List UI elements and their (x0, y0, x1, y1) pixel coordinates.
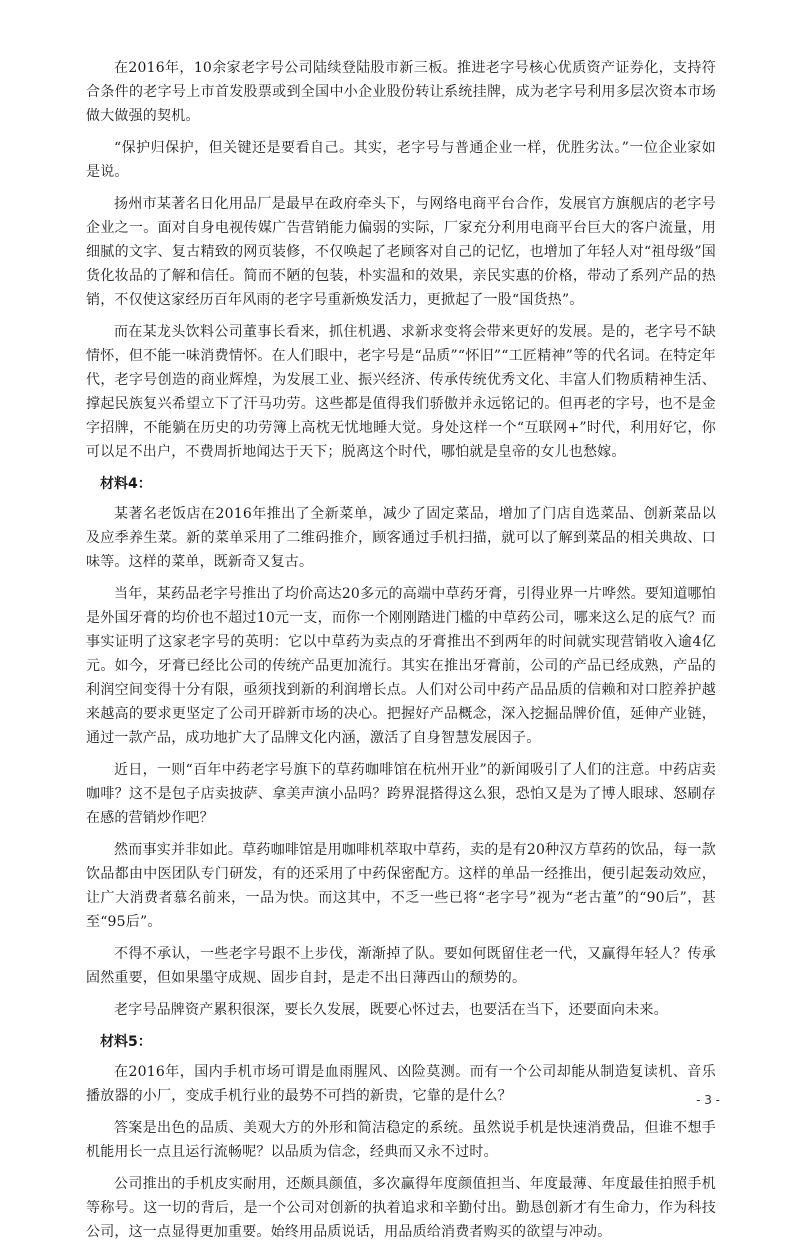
section-heading: 材料4： (100, 476, 152, 492)
paragraph: 老字号品牌资产累积很深，要长久发展，既要心怀过去，也要活在当下，还要面向未来。 (114, 1002, 668, 1018)
paragraph: 不得不承认，一些老字号跟不上步伐，渐渐掉了队。要如何既留住老一代，又赢得年轻人？传承固然重要，但如果墨守成规、固步自封，是走不出日薄西山的颓势的。 (86, 946, 716, 986)
paragraph: 答案是出色的品质、美观大方的外形和简洁稳定的系统。虽然说手机是快速消费品，但谁不想手机能用长一点且运行流畅呢？以品质为信念，经典而又永不过时。 (86, 1120, 716, 1160)
paragraph: 然而事实并非如此。草药咖啡馆是用咖啡机萃取中草药，卖的是有20种汉方草药的饮品，每一款饮品都由中医团队专门研发，有的还采用了中药保密配方。这样的单品一经推出，便引起轰动效应，让广大消费者慕名前来，一品为快。而这其中，不乏一些已将“老字号”视为“老古董”的“90后”，甚至“95后”。 (86, 842, 716, 930)
paragraph: 近日，一则“百年中药老字号旗下的草药咖啡馆在杭州开业”的新闻吸引了人们的注意。中药店卖咖啡？这不是包子店卖披萨、拿美声演小品吗？跨界混搭得这么狠，恐怕又是为了博人眼球、怒刷存在感的营销炒作吧？ (86, 762, 716, 826)
paragraph: 而在某龙头饮料公司董事长看来，抓住机遇、求新求变将会带来更好的发展。是的，老字号不缺情怀，但不能一味消费情怀。在人们眼中，老字号是“品质”“怀旧”“工匠精神”等的代名词。在特定年代，老字号创造的商业辉煌，为发展工业、振兴经济、传承传统优秀文化、丰富人们物质精神生活、撑起民族复兴希望立下了汗马功劳。这些都是值得我们骄傲并永远铭记的。但再老的字号，也不是金字招牌，不能躺在历史的功劳簿上高枕无忧地睡大觉。身处这样一个“互联网+”时代，利用好它，你可以足不出户，不费周折地闻达于天下；脱离这个时代，哪怕就是皇帝的女儿也愁嫁。 (86, 324, 716, 460)
paragraph: 公司推出的手机皮实耐用，还颇具颜值，多次赢得年度颜值担当、年度最薄、年度最佳拍照手机等称号。这一切的背后，是一个公司对创新的执着追求和辛勤付出。勤恳创新才有生命力，作为科技公司，这一点显得更加重要。始终用品质说话，用品质给消费者购买的欲望与冲动。 (86, 1176, 716, 1240)
paragraph: 当年，某药品老字号推出了均价高达20多元的高端中草药牙膏，引得业界一片哗然。要知道哪怕是外国牙膏的均价也不超过10元一支，而你一个刚刚踏进门槛的中草药公司，哪来这么足的底气？而事实证明了这家老字号的英明：它以中草药为卖点的牙膏推出不到两年的时间就实现营销收入逾4亿元。如今，牙膏已经比公司的传统产品更加流行。其实在推出牙膏前，公司的产品已经成熟，产品的利润空间变得十分有限，亟须找到新的利润增长点。人们对公司中药产品品质的信赖和对口腔养护越来越高的要求更坚定了公司开辟新市场的决心。把握好产品概念，深入挖掘品牌价值，延伸产业链，通过一款产品，成功地扩大了品牌文化内涵，激活了自身智慧发展因子。 (86, 586, 716, 746)
paragraph: 在2016年，10余家老字号公司陆续登陆股市新三板。推进老字号核心优质资产证券化，支持符合条件的老字号上市首发股票或到全国中小企业股份转让系统挂牌，成为老字号利用多层次资本市场做大做强的契机。 (86, 60, 716, 124)
page-number: - 3 - (696, 1093, 720, 1107)
document-body (86, 56, 716, 1252)
paragraph: “保护归保护，但关键还是要看自己。其实，老字号与普通企业一样，优胜劣汰。”一位企业家如是说。 (86, 140, 716, 180)
paragraph: 在2016年，国内手机市场可谓是血雨腥风、凶险莫测。而有一个公司却能从制造复读机、音乐播放器的小厂，变成手机行业的最势不可挡的新贵，它靠的是什么？ (86, 1064, 716, 1104)
section-heading: 材料5： (100, 1034, 152, 1050)
paragraph: 某著名老饭店在2016年推出了全新菜单，减少了固定菜品，增加了门店自选菜品、创新菜品以及应季养生菜。新的菜单采用了二维码推介，顾客通过手机扫描，就可以了解到菜品的相关典故、口味等。这样的菜单，既新奇又复古。 (86, 506, 716, 570)
paragraph: 扬州市某著名日化用品厂是最早在政府牵头下，与网络电商平台合作，发展官方旗舰店的老字号企业之一。面对自身电视传媒广告营销能力偏弱的实际，厂家充分利用电商平台巨大的客户流量，用细腻的文字、复古精致的网页装修，不仅唤起了老顾客对自己的记忆，也增加了年轻人对“祖母级”国货化妆品的了解和信任。简而不陋的包装，朴实温和的效果，亲民实惠的价格，带动了系列产品的热销，不仅使这家经历百年风雨的老字号重新焕发活力，更掀起了一股“国货热”。 (86, 196, 716, 308)
